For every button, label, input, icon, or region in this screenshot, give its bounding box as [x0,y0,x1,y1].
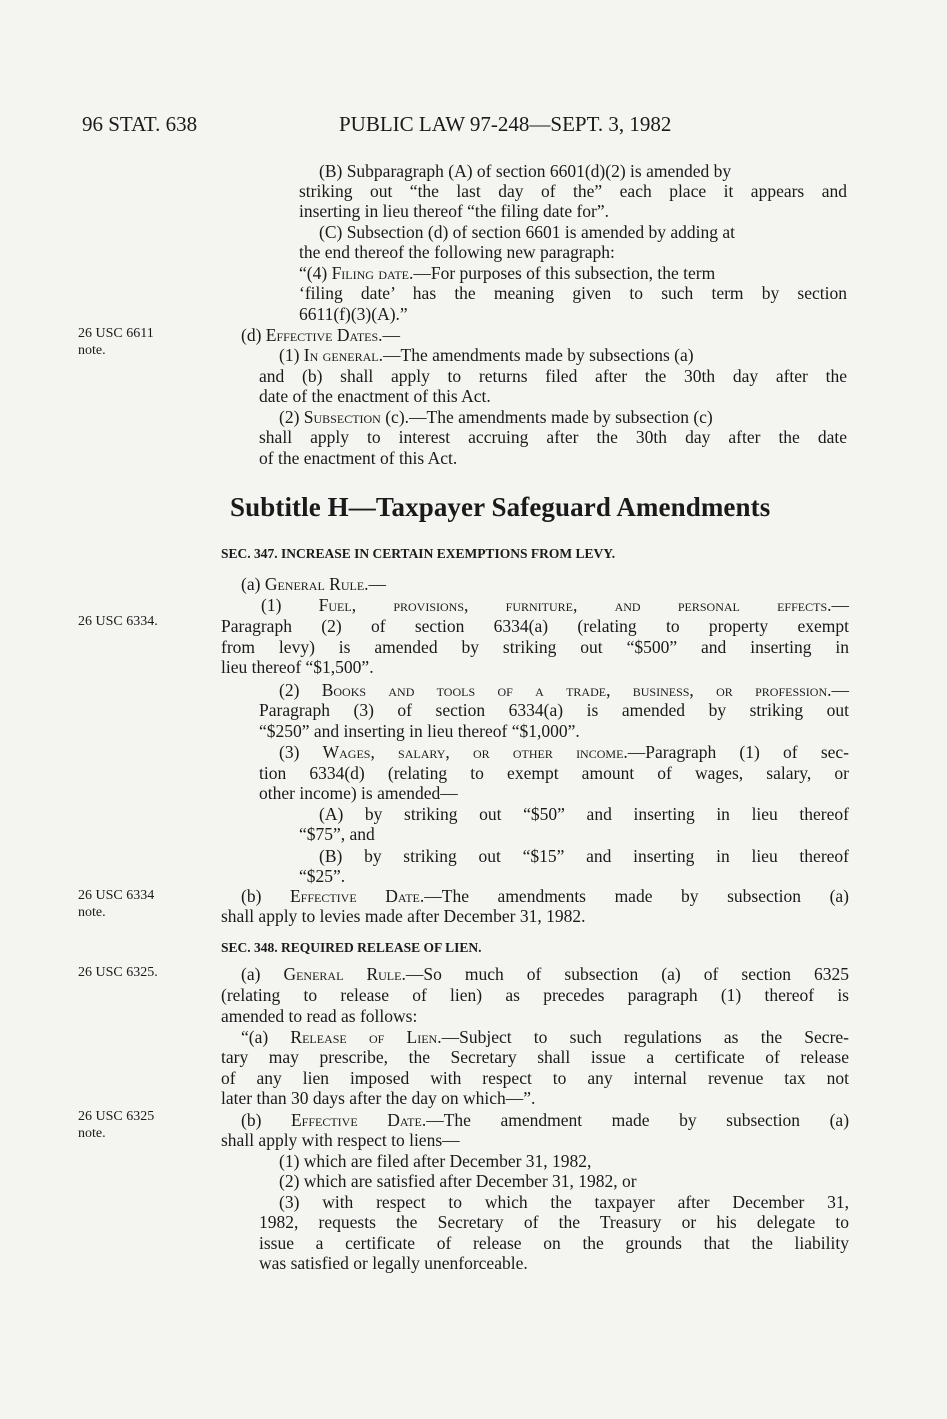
margin-note-6325-note [78,1108,154,1142]
subtitle-heading: Subtitle H—Taxpayer Safeguard Amendments [230,492,771,522]
heading-small-caps: Books and tools of a trade, business, or profession [321,680,828,700]
text-span: .—Subject to such regulations as the Secre- [437,1027,849,1047]
margin-note-6334-note [78,887,154,921]
text-span: (2) [279,407,304,427]
heading-small-caps: General Rule [283,964,402,984]
text-span: “(a) [241,1027,291,1047]
heading-small-caps: Fuel, provisions, furniture, and personal effects [318,595,828,615]
text-span: .— [364,574,387,594]
text-line: ‘filing date’ has the meaning given to such term by section [299,283,847,303]
text-span: (b) [241,1110,291,1130]
heading-small-caps: Effective Dates [265,325,379,345]
section-348-heading: SEC. 348. REQUIRED RELEASE OF LIEN. [221,940,482,955]
margin-note-line: note. [78,1126,106,1141]
text-line: (B) by striking out “$15” and inserting in lieu thereof [319,846,849,866]
text-line: was satisfied or legally unenforceable. [259,1253,528,1273]
text-line [241,1110,849,1130]
margin-note-6334: 26 USC 6334. [78,614,158,629]
page-citation: 96 STAT. 638 [82,112,198,136]
text-line: “$75”, and [299,824,375,844]
text-span: (a) [241,574,265,594]
text-line [241,574,386,594]
text-line: (B) Subparagraph (A) of section 6601(d)(2) is amended by [319,161,732,181]
text-line: the end thereof the following new paragraph: [299,242,615,262]
text-line: shall apply with respect to liens— [221,1130,460,1150]
text-span: “(4) [299,263,332,283]
text-span: (b) [241,886,290,906]
margin-note-6325: 26 USC 6325. [78,965,158,980]
text-line: lieu thereof “$1,500”. [221,657,374,677]
text-line [241,886,849,906]
text-span: .—The amendments made by subsection (a) [419,886,849,906]
heading-small-caps: Subsection [303,407,381,427]
text-line: inserting in lieu thereof “the filing date for”. [299,201,610,221]
text-span: (1) [279,345,304,365]
text-line [279,742,849,762]
text-line: (C) Subsection (d) of section 6601 is amended by adding at [319,222,736,242]
text-line: of the enactment of this Act. [259,448,458,468]
text-span: (c).—The amendments made by subsection (c) [380,407,713,427]
text-span: .—For purposes of this subsection, the term [409,263,716,283]
heading-small-caps: Effective Date [290,1110,422,1130]
text-line [241,964,849,984]
text-line: date of the enactment of this Act. [259,386,491,406]
heading-small-caps: Effective Date [289,886,420,906]
text-span: .—So much of subsection (a) of section 6325 [401,964,849,984]
text-line: “$250” and inserting in lieu thereof “$1,000”. [259,721,580,741]
text-line: (2) which are satisfied after December 31, 1982, or [279,1171,637,1191]
heading-small-caps: Release of Lien [290,1027,438,1047]
margin-note-line: note. [78,343,106,358]
text-line: of any lien imposed with respect to any internal revenue tax not [221,1068,849,1088]
text-line: striking out “the last day of the” each place it appears and [299,181,847,201]
text-line: 1982, requests the Secretary of the Treasury or his delegate to [259,1212,849,1232]
text-line [241,325,400,345]
margin-note-line: 26 USC 6325 [78,1109,155,1124]
text-span: .—Paragraph (1) of sec- [623,742,849,762]
text-span: .—The amendment made by subsection (a) [421,1110,850,1130]
text-line [279,345,694,365]
text-line: (3) with respect to which the taxpayer after December 31, [279,1192,849,1212]
text-line [299,263,715,283]
text-line: other income) is amended— [259,783,458,803]
text-line: tary may prescribe, the Secretary shall issue a certificate of release [221,1047,849,1067]
heading-small-caps: Wages, salary, or other income [322,742,624,762]
text-span: (d) [241,325,266,345]
text-line: shall apply to interest accruing after the 30th day after the date [259,427,847,447]
text-line: 6611(f)(3)(A).” [299,304,408,324]
text-line: and (b) shall apply to returns filed after the 30th day after the [259,366,847,386]
text-line: shall apply to levies made after December 31, 1982. [221,906,586,926]
text-span: .— [827,680,850,700]
text-line [279,680,849,700]
margin-note-line: note. [78,905,106,920]
text-line: from levy) is amended by striking out “$500” and inserting in [221,637,849,657]
heading-small-caps: General Rule [264,574,365,594]
text-line: (relating to release of lien) as precedes paragraph (1) thereof is [221,985,849,1005]
text-line: Paragraph (3) of section 6334(a) is amended by striking out [259,700,849,720]
text-line: issue a certificate of release on the grounds that the liability [259,1233,849,1253]
text-line: amended to read as follows: [221,1006,418,1026]
margin-note-6611 [78,325,154,359]
text-span: .— [378,325,401,345]
text-line [279,407,713,427]
text-line: Paragraph (2) of section 6334(a) (relating to property exempt [221,616,849,636]
page-header-title: PUBLIC LAW 97-248—SEPT. 3, 1982 [339,112,672,136]
text-line: tion 6334(d) (relating to exempt amount of wages, salary, or [259,763,849,783]
heading-small-caps: In general [303,345,379,365]
text-span: (2) [279,680,322,700]
text-line [261,595,849,615]
heading-small-caps: Filing date [331,263,409,283]
text-span: .— [827,595,849,615]
text-span: (1) [261,595,319,615]
text-span: .—The amendments made by subsections (a) [378,345,694,365]
margin-note-line: 26 USC 6334 [78,888,155,903]
text-span: (3) [279,742,323,762]
text-span: (a) [241,964,284,984]
text-line: later than 30 days after the day on which—”. [221,1088,536,1108]
margin-note-line: 26 USC 6611 [78,326,154,341]
text-line: (1) which are filed after December 31, 1982, [279,1151,592,1171]
section-347-heading: SEC. 347. INCREASE IN CERTAIN EXEMPTIONS FROM LEVY. [221,546,616,561]
text-line: “$25”. [299,866,346,886]
text-line [241,1027,849,1047]
text-line: (A) by striking out “$50” and inserting in lieu thereof [319,804,849,824]
